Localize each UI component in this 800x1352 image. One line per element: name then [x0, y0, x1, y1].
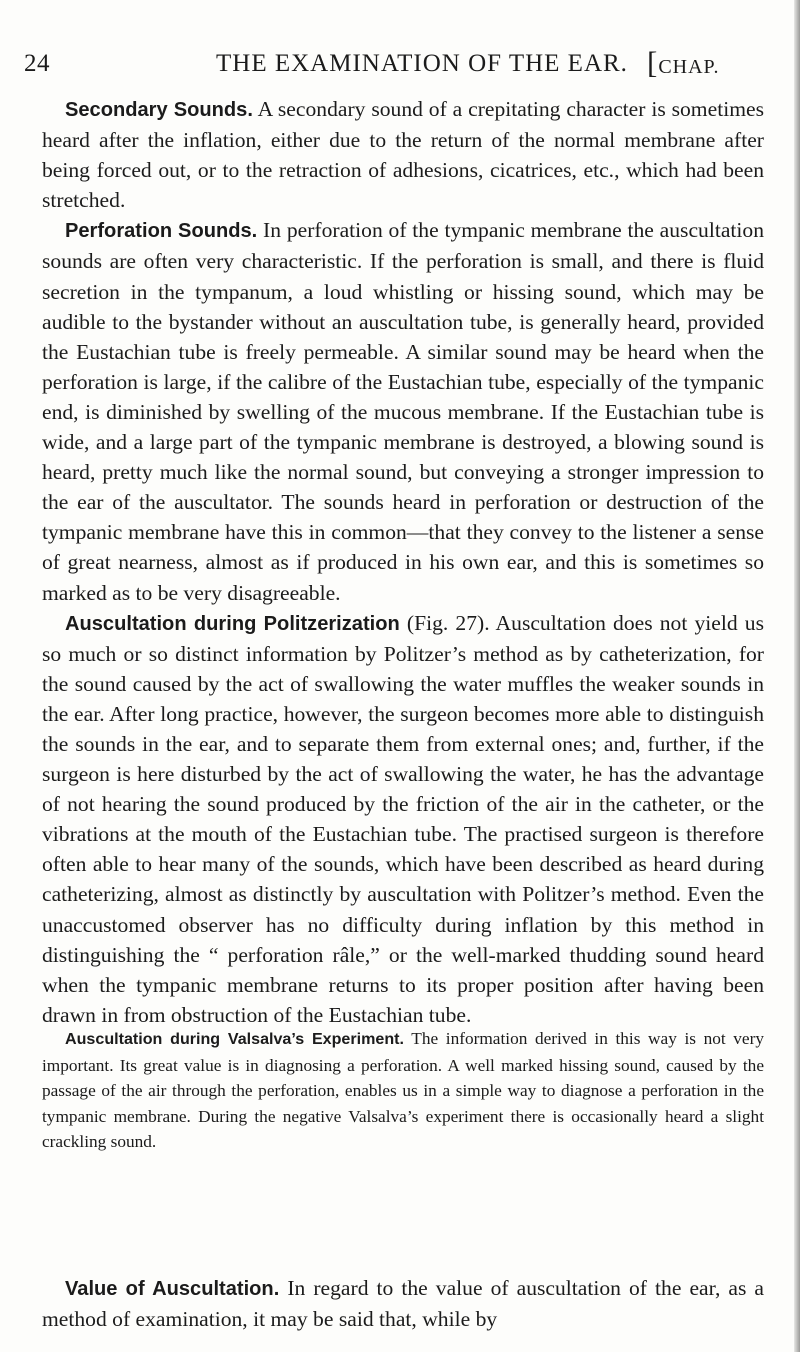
- page-number: 24: [24, 50, 50, 77]
- paragraph-perforation-sounds: [42, 215, 764, 607]
- paragraph-text: In regard to the value of auscultation of the ear, as a method of examination, it may be said that, while by: [42, 1276, 764, 1332]
- chapter-marker: [647, 45, 720, 80]
- paragraph-heading: Auscultation during Valsalva’s Experiment.: [65, 1030, 404, 1048]
- paragraph-valsalva: [42, 1026, 764, 1155]
- paragraph-heading: Value of Auscultation.: [65, 1278, 280, 1300]
- paragraph-text: In perforation of the tympanic membrane the auscultation sounds are often very characteristic. If the perforation is small, and there is fluid secretion in the tympanum, a loud whistling or hissing sound, which may be audible to the bystander without an auscultation tube, is generally heard, provided the Eustachian tube is freely permeable. A similar sound may be heard when the perforation is large, if the calibre of the Eustachian tube, especially of the tympanic end, is diminished by swelling of the mucous membrane. If the Eustachian tube is wide, and a large part of the tympanic membrane is destroyed, a blowing sound is heard, pretty much like the normal sound, but conveying a stronger impression to the ear of the auscultator. The sounds heard in perforation or destruction of the tympanic membrane have this in common—that they convey to the listener a sense of great nearness, almost as if produced in his own ear, and this is sometimes so marked as to be very disagreeable.: [42, 218, 765, 605]
- running-title: THE EXAMINATION OF THE EAR.: [216, 50, 628, 77]
- page-edge-shadow: [794, 0, 800, 1352]
- paragraph-text: The information derived in this way is not very important. Its great value is in diagnosing a perforation. A well marked hissing sound, caused by the passage of the air through the perforation, enables us in a simple way to diagnose a perforation in the tympanic membrane. During the negative Valsalva’s experiment there is occasionally heard a slight crackling sound.: [42, 1029, 764, 1151]
- paragraph-heading: Auscultation during Politzerization: [65, 612, 400, 635]
- paragraph-heading: Secondary Sounds.: [65, 99, 253, 121]
- paragraph-heading: Perforation Sounds.: [65, 220, 258, 243]
- paragraph-secondary-sounds: [42, 94, 764, 215]
- main-text-block: [42, 94, 764, 1030]
- small-print-block: [42, 1026, 764, 1155]
- chapter-label: CHAP.: [658, 56, 720, 78]
- paragraph-text: (Fig. 27). Auscultation does not yield us so much or so distinct information by Politzer’s method as by catheterization, for the sound caused by the act of swallowing the water muffles the weaker sounds in the ear. After long practice, however, the surgeon becomes more able to distinguish the sounds in the ear, and to separate them from external ones; and, further, if the surgeon is here disturbed by the act of swallowing the water, he has the advantage of not hearing the sound produced by the friction of the air in the catheter, or the vibrations at the mouth of the Eustachian tube. The practised surgeon is therefore often able to hear many of the sounds, which have been described as heard during catheterizing, almost as distinctly by auscultation with Politzer’s method. Even the unaccustomed observer has no difficulty during inflation by this method in distinguishing the “ perforation râle,” or the well-marked thudding sound heard when the tympanic membrane returns to its proper position after having been drawn in from obstruction of the Eustachian tube.: [42, 610, 764, 1027]
- paragraph-politzerization: [42, 608, 764, 1030]
- paragraph-text: A secondary sound of a crepitating character is sometimes heard after the inflation, either due to the return of the normal membrane after being forced out, or to the retraction of adhesions, cicatrices, etc., which had been stretched.: [42, 97, 764, 213]
- closing-text-block: [42, 1273, 764, 1334]
- bracket-glyph: [: [647, 45, 659, 80]
- paragraph-value-of-auscultation: [42, 1273, 764, 1334]
- running-header: [24, 45, 772, 82]
